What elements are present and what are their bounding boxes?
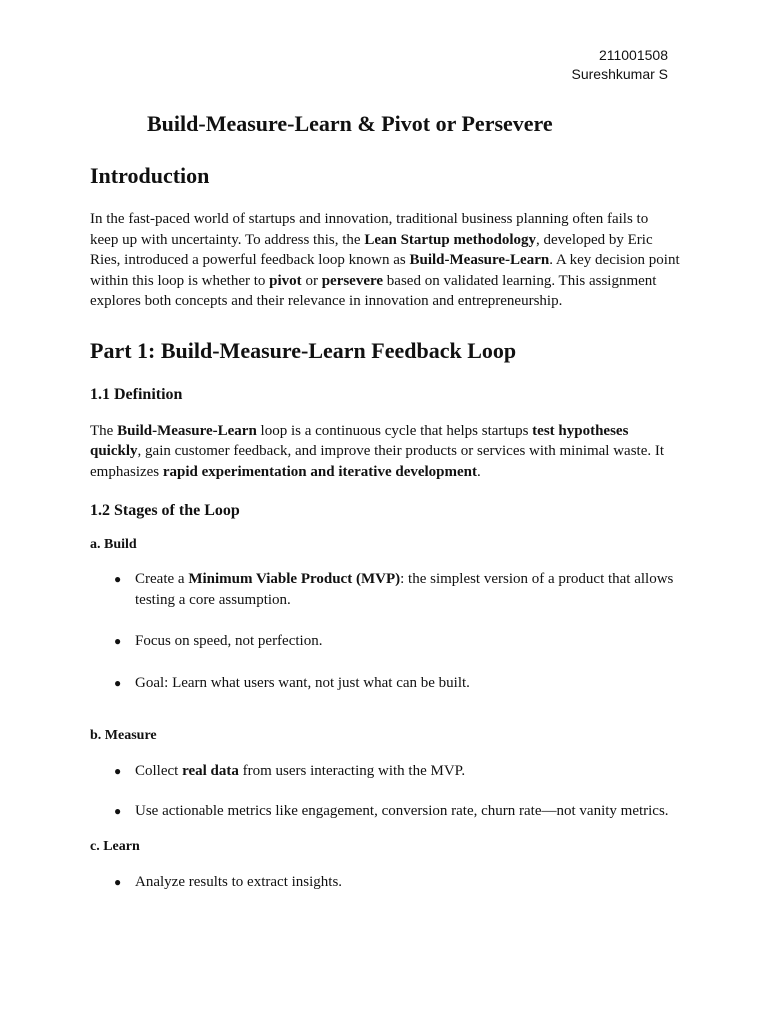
measure-heading: b. Measure <box>90 728 157 743</box>
definition-paragraph <box>90 421 680 483</box>
build-heading: a. Build <box>90 537 137 552</box>
text-run: or <box>301 272 322 289</box>
text-run: Goal: Learn what users want, not just what can be built. <box>135 675 470 691</box>
header-block <box>572 46 668 84</box>
part1-heading: Part 1: Build-Measure-Learn Feedback Loop <box>90 337 517 363</box>
list-item <box>90 872 680 893</box>
bullet-icon: ● <box>114 634 122 648</box>
stages-heading: 1.2 Stages of the Loop <box>90 502 240 519</box>
document-body <box>90 162 680 893</box>
learn-heading: c. Learn <box>90 839 140 854</box>
bold-run: Build-Measure-Learn <box>409 252 550 268</box>
bold-run: Lean Startup methodology <box>364 231 536 248</box>
bold-run: rapid experimentation and iterative development <box>162 463 478 480</box>
text-run: based on validated learning. This assignment explores both concepts and their relevance in innovation and entrepreneurship. <box>90 272 657 309</box>
list-item <box>90 801 680 822</box>
learn-list <box>90 872 680 893</box>
author-name: Sureshkumar S <box>571 66 668 82</box>
text-run: , developed by Eric Ries, introduced a powerful feedback loop known as <box>90 231 653 268</box>
bold-run: Minimum Viable Product (MVP) <box>188 571 401 587</box>
bold-run: persevere <box>321 272 384 289</box>
text-run: Analyze results to extract insights. <box>135 874 343 890</box>
text-run: In the fast-paced world of startups and innovation, traditional business planning often fails to keep up with uncertainty. To address this, the <box>90 211 649 248</box>
list-item <box>90 673 680 694</box>
list-item <box>90 569 680 611</box>
bullet-icon: ● <box>114 875 122 889</box>
student-id: 211001508 <box>598 47 668 63</box>
definition-heading: 1.1 Definition <box>90 385 183 403</box>
bullet-icon: ● <box>114 676 122 690</box>
text-run: loop is a continuous cycle that helps startups <box>256 422 533 439</box>
bold-run: pivot <box>269 272 302 289</box>
build-list <box>90 569 680 694</box>
text-run: Use actionable metrics like engagement, conversion rate, churn rate—not vanity metrics. <box>135 803 669 819</box>
bullet-icon: ● <box>114 572 122 586</box>
document-title: Build-Measure-Learn & Pivot or Persevere <box>147 111 553 136</box>
bullet-icon: ● <box>114 764 122 778</box>
list-item <box>90 631 680 652</box>
text-run: Create a <box>135 571 189 587</box>
text-run: Focus on speed, not perfection. <box>135 633 323 649</box>
bullet-icon: ● <box>114 804 122 818</box>
intro-heading: Introduction <box>90 163 210 188</box>
text-run: , gain customer feedback, and improve their products or services with minimal waste. It emphasizes <box>90 443 665 480</box>
intro-paragraph <box>90 209 680 312</box>
measure-list <box>90 761 680 822</box>
text-run: The <box>90 422 118 439</box>
bold-run: real data <box>182 763 239 779</box>
text-run: Collect <box>135 763 183 779</box>
text-run: : the simplest version of a product that allows testing a core assumption. <box>135 571 674 608</box>
text-run: . A key decision point within this loop is whether to <box>90 252 680 289</box>
bold-run: test hypotheses quickly <box>90 422 629 459</box>
text-run: from users interacting with the MVP. <box>238 763 466 779</box>
list-item <box>90 761 680 782</box>
text-run: . <box>477 463 481 480</box>
bold-run: Build-Measure-Learn <box>117 422 257 439</box>
